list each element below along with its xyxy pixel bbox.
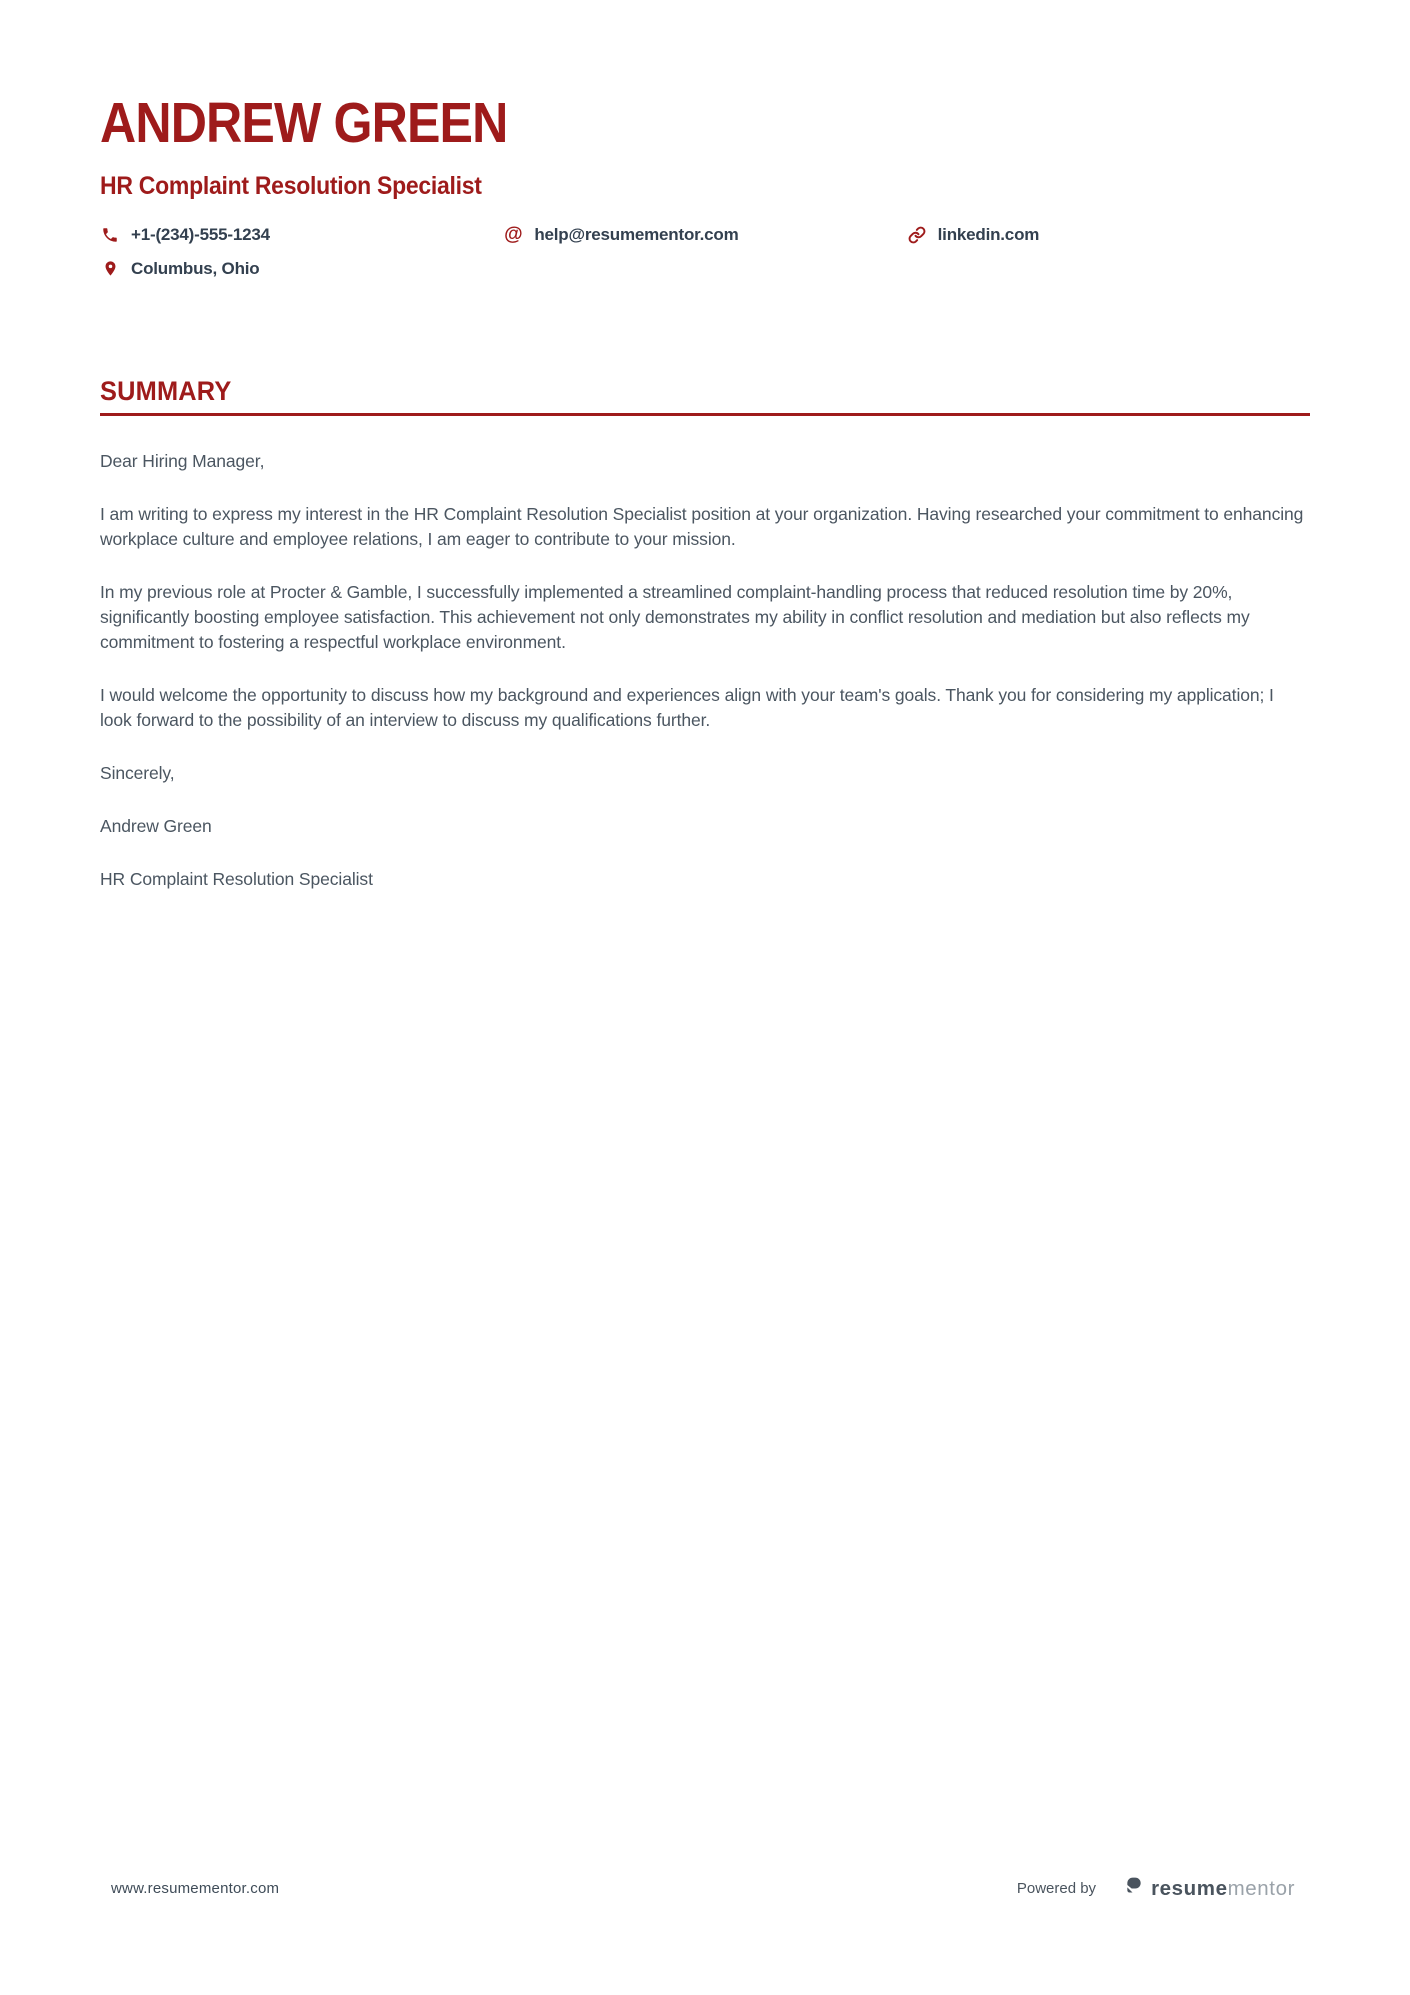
map-pin-icon <box>100 259 120 279</box>
phone-icon <box>100 225 120 245</box>
logo-text-bold: resume <box>1151 1876 1228 1900</box>
resumementor-logo-text <box>1151 1877 1295 1901</box>
contact-info <box>100 225 1310 279</box>
candidate-job-title: HR Complaint Resolution Specialist <box>100 171 482 200</box>
page-content <box>0 0 1410 892</box>
resumementor-logo-icon <box>1124 1876 1144 1901</box>
letter-paragraph: In my previous role at Procter & Gamble, I successfully implemented a streamlined complaint-handling process that reduced resolution time by 20%, significantly boosting employee satisfaction. This achievement not only demonstrates my ability in conflict resolution and mediation but also reflects my commitment to fostering a respectful workplace environment. <box>100 582 1250 653</box>
cover-letter-body <box>100 449 1310 892</box>
powered-by-label: Powered by <box>1016 1880 1097 1897</box>
summary-section-title: SUMMARY <box>100 375 232 406</box>
footer-branding <box>1017 1876 1295 1901</box>
at-icon: @ <box>504 224 523 246</box>
page-footer <box>0 1876 1410 1901</box>
letter-closing: Sincerely, <box>100 763 175 784</box>
footer-website-link[interactable]: www.resumementor.com <box>111 1880 280 1897</box>
signature-title: HR Complaint Resolution Specialist <box>100 869 373 890</box>
candidate-name: ANDREW GREEN <box>100 91 508 155</box>
letter-paragraph: I am writing to express my interest in the HR Complaint Resolution Specialist position at your organization. Having researched your commitment to enhancing workplace culture and employee relations, I am eager to contribute to your mission. <box>100 504 1304 550</box>
resumementor-logo[interactable] <box>1124 1876 1295 1901</box>
link-icon <box>907 225 927 245</box>
contact-phone-value: +1-(234)-555-1234 <box>131 224 270 244</box>
summary-section-rule <box>100 413 1310 416</box>
salutation: Dear Hiring Manager, <box>100 451 265 472</box>
logo-text-light: mentor <box>1227 1876 1295 1900</box>
contact-link-value[interactable]: linkedin.com <box>937 224 1040 244</box>
contact-email-value[interactable]: help@resumementor.com <box>534 224 739 244</box>
contact-location-value: Columbus, Ohio <box>131 258 260 278</box>
contact-phone <box>100 225 503 245</box>
letter-paragraph: I would welcome the opportunity to discuss how my background and experiences align with your team's goals. Thank you for considering my application; I look forward to the possibility of an interview to discuss my qualifications further. <box>100 685 1274 731</box>
contact-email[interactable] <box>503 225 906 245</box>
contact-location <box>100 259 503 279</box>
contact-link[interactable] <box>907 225 1310 245</box>
signature-name: Andrew Green <box>100 816 212 837</box>
